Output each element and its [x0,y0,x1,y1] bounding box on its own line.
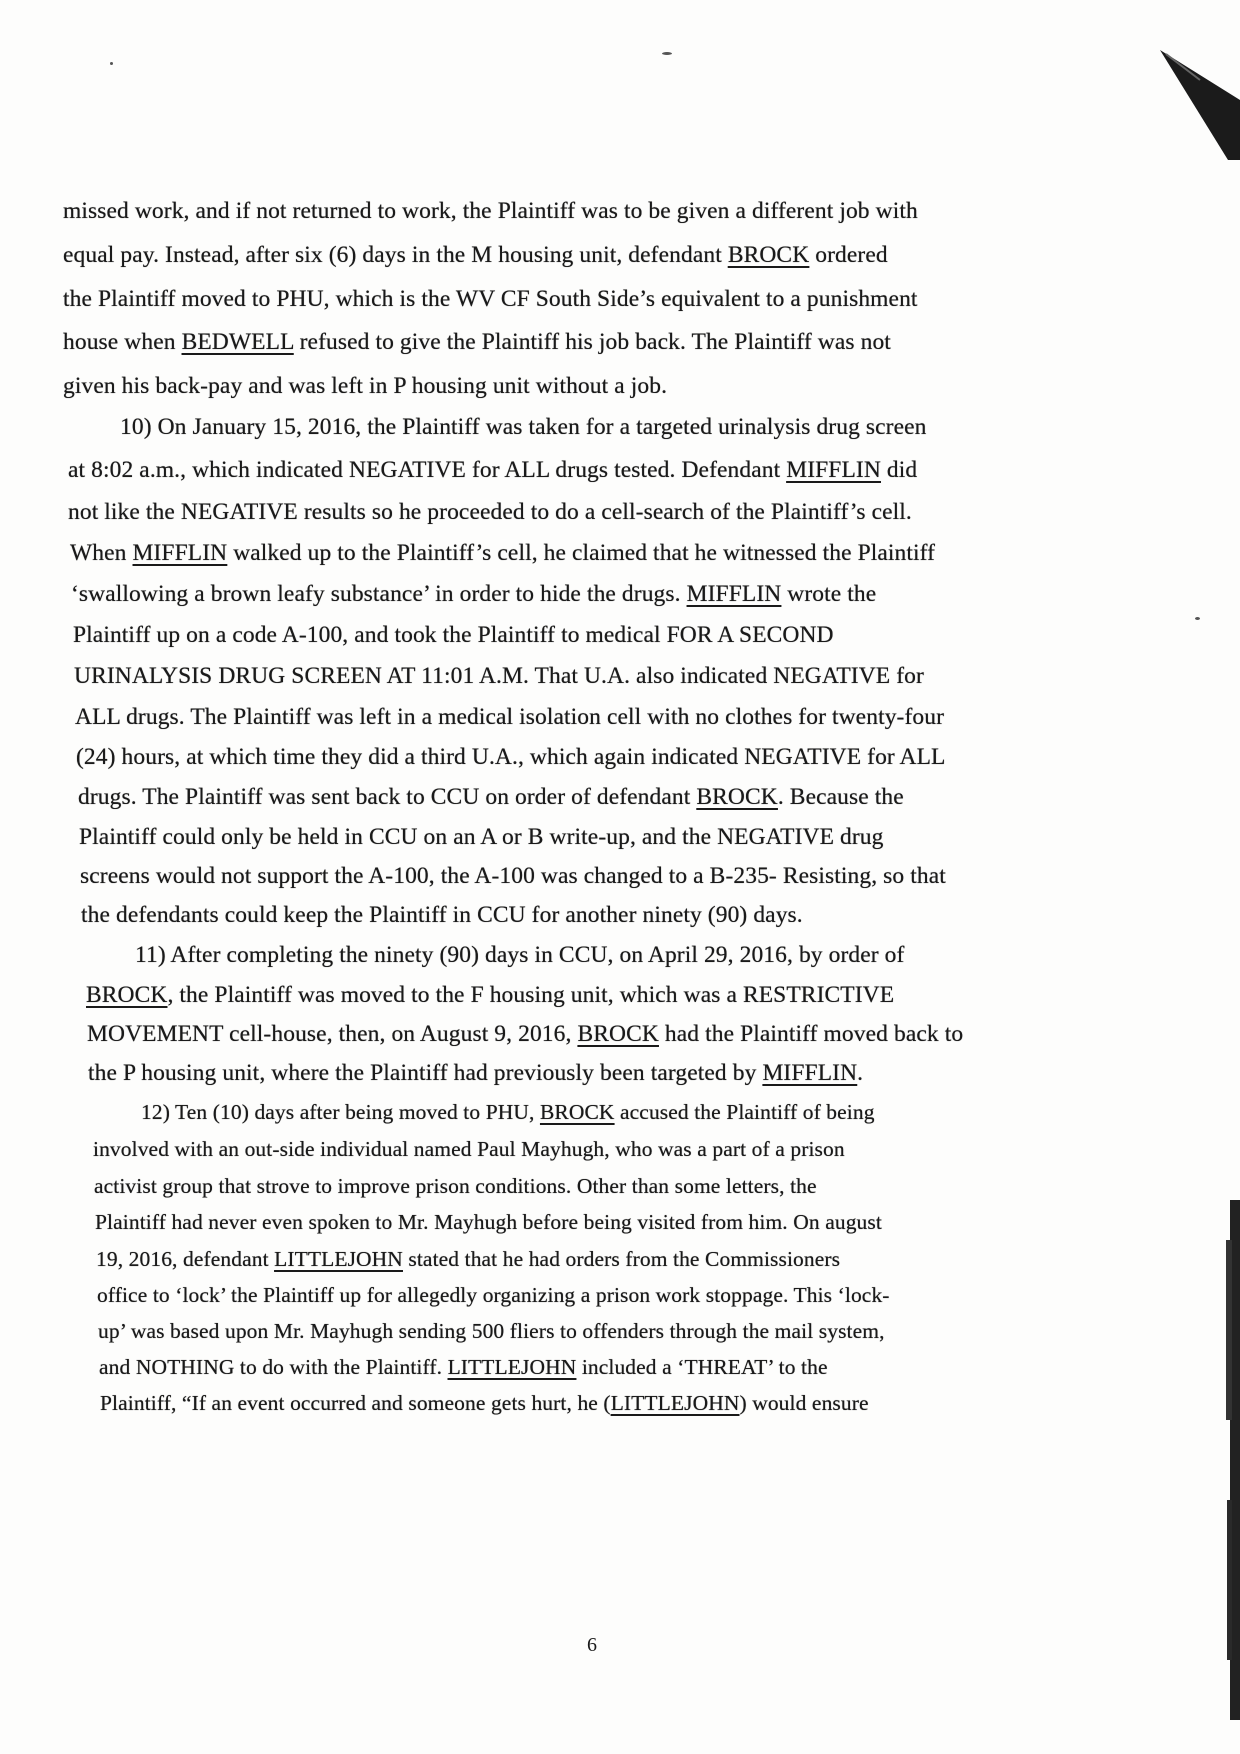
defendant-name-littlejohn: LITTLEJOHN [274,1247,403,1271]
body-line: and NOTHING to do with the Plaintiff. LITTLEJOHN included a ‘THREAT’ to the [99,1355,828,1379]
body-line: screens would not support the A-100, the A-100 was changed to a B-235- Resisting, so that [80,863,946,889]
paragraph-12-start: 12) Ten (10) days after being moved to PHU, BROCK accused the Plaintiff of being [141,1100,875,1124]
body-line: Plaintiff up on a code A-100, and took the Plaintiff to medical FOR A SECOND [73,622,834,648]
scan-speck [110,62,113,65]
defendant-name-brock: BROCK [696,784,778,810]
defendant-name-mifflin: MIFFLIN [762,1060,858,1086]
defendant-name-brock: BROCK [86,982,168,1008]
defendant-name-brock: BROCK [577,1021,659,1047]
defendant-name-littlejohn: LITTLEJOHN [447,1355,577,1379]
body-line: activist group that strove to improve prison conditions. Other than some letters, the [94,1174,817,1198]
body-line: 19, 2016, defendant LITTLEJOHN stated that he had orders from the Commissioners [96,1247,841,1271]
body-line: the defendants could keep the Plaintiff in CCU for another ninety (90) days. [81,902,803,928]
body-line: (24) hours, at which time they did a third U.A., which again indicated NEGATIVE for ALL [76,744,946,770]
paragraph-10-start: 10) On January 15, 2016, the Plaintiff was taken for a targeted urinalysis drug screen [120,414,927,440]
body-line: ‘swallowing a brown leafy substance’ in order to hide the drugs. MIFFLIN wrote the [71,581,877,607]
defendant-name-mifflin: MIFFLIN [686,581,782,607]
body-line: the P housing unit, where the Plaintiff had previously been targeted by MIFFLIN. [88,1060,864,1086]
defendant-name-brock: BROCK [727,242,810,268]
body-line: given his back-pay and was left in P housing unit without a job. [63,373,668,399]
scan-speck [1195,617,1200,620]
body-line: drugs. The Plaintiff was sent back to CCU on order of defendant BROCK. Because the [78,784,904,810]
defendant-name-mifflin: MIFFLIN [132,540,228,566]
paragraph-11-start: 11) After completing the ninety (90) days in CCU, on April 29, 2016, by order of [135,942,905,968]
scan-speck [662,52,672,55]
body-line: MOVEMENT cell-house, then, on August 9, 2016, BROCK had the Plaintiff moved back to [87,1021,964,1047]
body-line: up’ was based upon Mr. Mayhugh sending 500 fliers to offenders through the mail system, [98,1319,885,1343]
scan-corner-mark [1160,40,1240,160]
body-line: the Plaintiff moved to PHU, which is the WV CF South Side’s equivalent to a punishment [63,286,918,312]
body-line: BROCK, the Plaintiff was moved to the F housing unit, which was a RESTRICTIVE [86,982,895,1008]
body-line: ALL drugs. The Plaintiff was left in a medical isolation cell with no clothes for twenty-four [75,704,945,730]
defendant-name-bedwell: BEDWELL [181,329,294,355]
body-line: Plaintiff had never even spoken to Mr. Mayhugh before being visited from him. On august [95,1210,882,1234]
body-line: missed work, and if not returned to work, the Plaintiff was to be given a different job with [63,198,918,224]
body-line: Plaintiff could only be held in CCU on an A or B write-up, and the NEGATIVE drug [79,824,884,850]
body-line: When MIFFLIN walked up to the Plaintiff’s cell, he claimed that he witnessed the Plaintiff [70,540,936,566]
defendant-name-littlejohn: LITTLEJOHN [610,1391,740,1415]
body-line: house when BEDWELL refused to give the Plaintiff his job back. The Plaintiff was not [63,329,891,355]
body-line: involved with an out-side individual named Paul Mayhugh, who was a part of a prison [93,1137,845,1161]
body-line: URINALYSIS DRUG SCREEN AT 11:01 A.M. That U.A. also indicated NEGATIVE for [74,663,924,689]
body-line: not like the NEGATIVE results so he proceeded to do a cell-search of the Plaintiff’s cell. [68,499,912,525]
body-line: Plaintiff, “If an event occurred and someone gets hurt, he (LITTLEJOHN) would ensure [100,1391,869,1415]
scan-edge-mark [1226,1200,1240,1720]
page-number: 6 [587,1634,597,1656]
body-line: office to ‘lock’ the Plaintiff up for allegedly organizing a prison work stoppage. This ‘lock- [97,1283,890,1307]
body-line: at 8:02 a.m., which indicated NEGATIVE for ALL drugs tested. Defendant MIFFLIN did [68,457,918,483]
defendant-name-brock: BROCK [539,1100,615,1124]
defendant-name-mifflin: MIFFLIN [786,457,881,483]
body-line: equal pay. Instead, after six (6) days in the M housing unit, defendant BROCK ordered [63,242,888,268]
